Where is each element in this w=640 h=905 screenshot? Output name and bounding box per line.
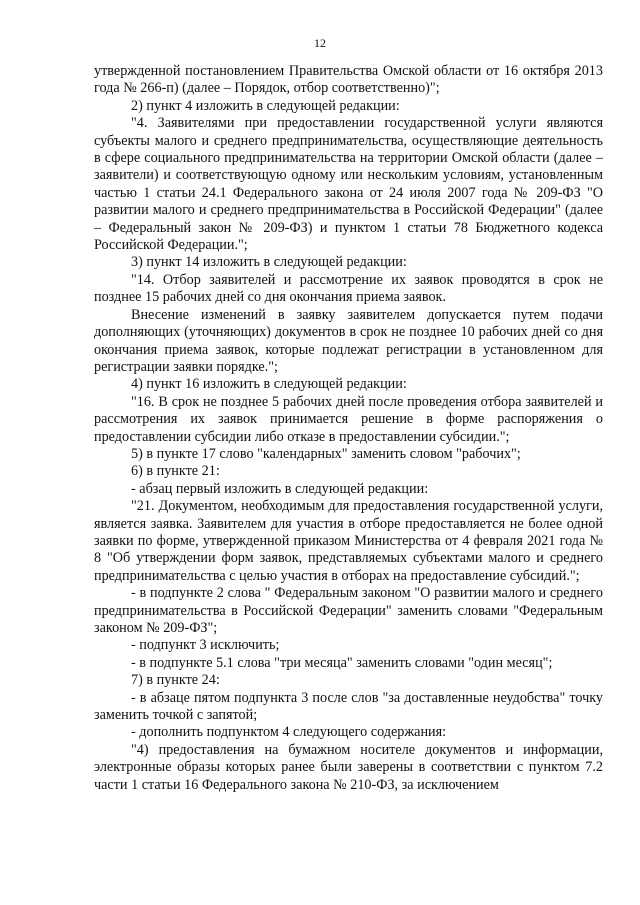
paragraph-continuation: утвержденной постановлением Правительства Омской области от 16 октября 2013 года № 266-п) (далее – Порядок, отбор соответственно)"; <box>94 63 603 97</box>
document-body <box>94 63 603 794</box>
paragraph-item-7: 7) в пункте 24: <box>131 672 220 689</box>
paragraph-item-2: 2) пункт 4 изложить в следующей редакции: <box>131 97 400 114</box>
paragraph-subitem-4-text: "4) предоставления на бумажном носителе документов и информации, электронные образы которых ранее были заверены в соответствии с пунктом 7.2 части 1 статьи 16 Федерального закона № 210-ФЗ, за исключением <box>94 741 603 793</box>
paragraph-dash-first: - абзац первый изложить в следующей редакции: <box>131 480 429 497</box>
paragraph-add-subitem-4: - дополнить подпунктом 4 следующего содержания: <box>131 724 447 741</box>
paragraph-item-5: 5) в пункте 17 слово "календарных" заменить словом "рабочих"; <box>131 445 521 462</box>
paragraph-subitem-3: - подпункт 3 исключить; <box>131 637 280 654</box>
paragraph-fifth-abzac: - в абзаце пятом подпункта 3 после слов "за доставленные неудобства" точку заменить точкой с запятой; <box>94 689 603 724</box>
paragraph-item-3: 3) пункт 14 изложить в следующей редакции: <box>131 254 407 271</box>
paragraph-subitem-5-1: - в подпункте 5.1 слова "три месяца" заменить словами "один месяц"; <box>131 654 553 671</box>
paragraph-amendments: Внесение изменений в заявку заявителем допускается путем подачи дополняющих (уточняющих) документов в срок не позднее 10 рабочих дней со дня окончания приема заявок, которые подлежат регистрации в установленном для регистрации заявки порядке."; <box>94 306 603 375</box>
paragraph-item-4: 4) пункт 16 изложить в следующей редакции: <box>131 376 407 393</box>
page-number: 12 <box>314 36 326 50</box>
paragraph-point-14: "14. Отбор заявителей и рассмотрение их заявок проводятся в срок не позднее 15 рабочих дней со дня окончания приема заявок. <box>94 271 603 306</box>
paragraph-point-16: "16. В срок не позднее 5 рабочих дней после проведения отбора заявителей и рассмотрения их заявок принимается решение в форме распоряжения о предоставлении субсидии либо отказе в предоставлении субсидии."; <box>94 393 603 445</box>
paragraph-point-4: "4. Заявителями при предоставлении государственной услуги являются субъекты малого и среднего предпринимательства, осуществляющие деятельность в сфере социального предпринимательства на территории Омской области (далее – заявители) и соответствующую одному или нескольким условиям, установленным частью 1 статьи 24.1 Федерального закона от 24 июля 2007 года № 209-ФЗ "О развитии малого и среднего предпринимательства в Российской Федерации" (далее – Федеральный закон № 209-ФЗ) и пунктом 1 статьи 78 Бюджетного кодекса Российской Федерации."; <box>94 115 603 254</box>
paragraph-subitem-2: - в подпункте 2 слова " Федеральным законом "О развитии малого и среднего предпринимательства в Российской Федерации" заменить словами "Федеральным законом № 209-ФЗ"; <box>94 585 603 636</box>
paragraph-item-6: 6) в пункте 21: <box>131 463 220 480</box>
paragraph-point-21: "21. Документом, необходимым для предоставления государственной услуги, является заявка. Заявителем для участия в отборе предоставляется не более одной заявки по форме, утвержденной приказом Министерства от 4 февраля 2021 года № 8 "Об утверждении форм заявок, представляемых субъектами малого и среднего предпринимательства с целью участия в отборах на предоставление субсидий."; <box>94 498 603 584</box>
